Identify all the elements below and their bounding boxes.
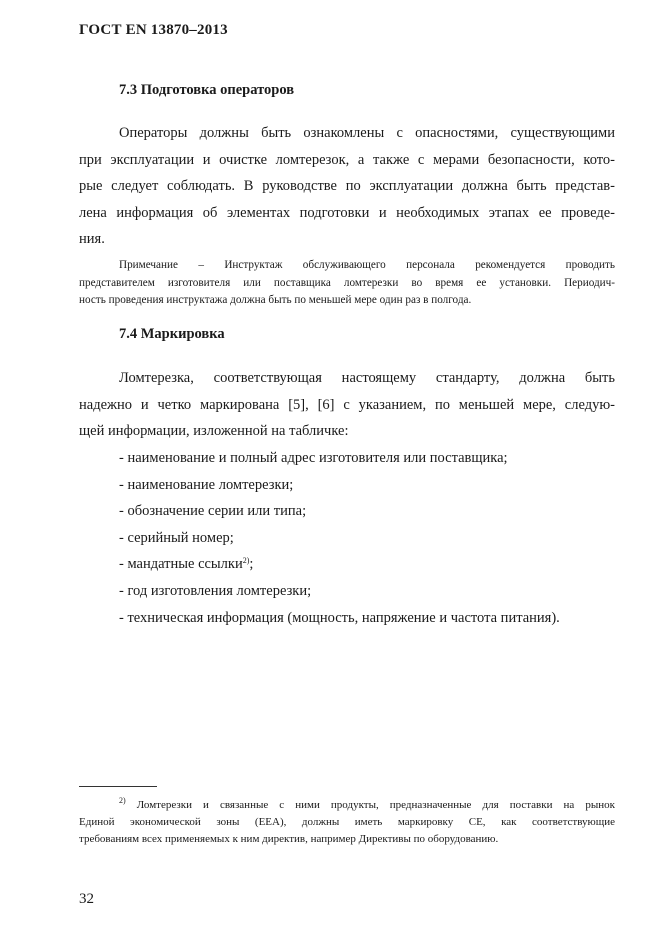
note-line: ность проведения инструктажа должна быть по меньшей мере один раз в полгода.	[79, 294, 472, 306]
paragraph-line: рые следует соблюдать. В руководстве по эксплуатации должна быть представ-	[79, 178, 615, 194]
footnote-divider	[79, 786, 157, 787]
footnote-marker: 2)	[119, 796, 126, 805]
footnote-line: Единой экономической зоны (EEA), должны иметь маркировку CE, как соответствующие	[79, 816, 615, 828]
paragraph-line: Ломтерезка, соответствующая настоящему стандарту, должна быть	[119, 370, 615, 386]
page-number: 32	[79, 891, 94, 907]
section-7-3-paragraph	[79, 120, 615, 253]
list-item	[119, 551, 560, 578]
section-7-3-note	[79, 257, 615, 310]
section-7-4-paragraph	[79, 365, 615, 445]
marking-list	[119, 445, 560, 631]
list-item: - год изготовления ломтерезки;	[119, 582, 312, 599]
paragraph-line: надежно и четко маркирована [5], [6] с указанием, по меньшей мере, следую-	[79, 396, 615, 413]
section-7-3-heading: 7.3 Подготовка операторов	[119, 82, 295, 98]
footnote-line: требованиям всех применяемых к ним директив, например Директивы по оборудованию.	[79, 833, 499, 845]
list-item: - техническая информация (мощность, напряжение и частота питания).	[119, 609, 560, 626]
list-item: - наименование ломтерезки;	[119, 476, 294, 493]
footnote-reference[interactable]: 2)	[242, 556, 250, 566]
footnote-line	[79, 797, 615, 814]
note-line: представителем изготовителя или поставщика ломтерезки во время ее установки. Периодич-	[79, 276, 615, 289]
list-item-punctuation: ;	[249, 556, 254, 573]
list-item: - обозначение серии или типа;	[119, 503, 307, 520]
list-item: - наименование и полный адрес изготовителя или поставщика;	[119, 450, 508, 466]
paragraph-line: Операторы должны быть ознакомлены с опасностями, существующими	[119, 125, 615, 141]
paragraph-line: лена информация об элементах подготовки и необходимых этапах ее проведе-	[79, 204, 615, 221]
list-item: - серийный номер;	[119, 529, 234, 546]
paragraph-line: ния.	[79, 231, 105, 247]
paragraph-line: при эксплуатации и очистке ломтерезок, а также с мерами безопасности, кото-	[79, 151, 615, 168]
note-line: Примечание – Инструктаж обслуживающего персонала рекомендуется проводить	[119, 259, 615, 271]
list-item-text: - мандатные ссылки	[119, 556, 243, 573]
document-header: ГОСТ EN 13870–2013	[79, 22, 228, 38]
footnote	[79, 797, 615, 848]
paragraph-line: щей информации, изложенной на табличке:	[79, 423, 349, 439]
section-7-4-heading: 7.4 Маркировка	[119, 326, 225, 342]
footnote-text: Ломтерезки и связанные с ними продукты, предназначенные для поставки на рынок	[125, 799, 615, 811]
